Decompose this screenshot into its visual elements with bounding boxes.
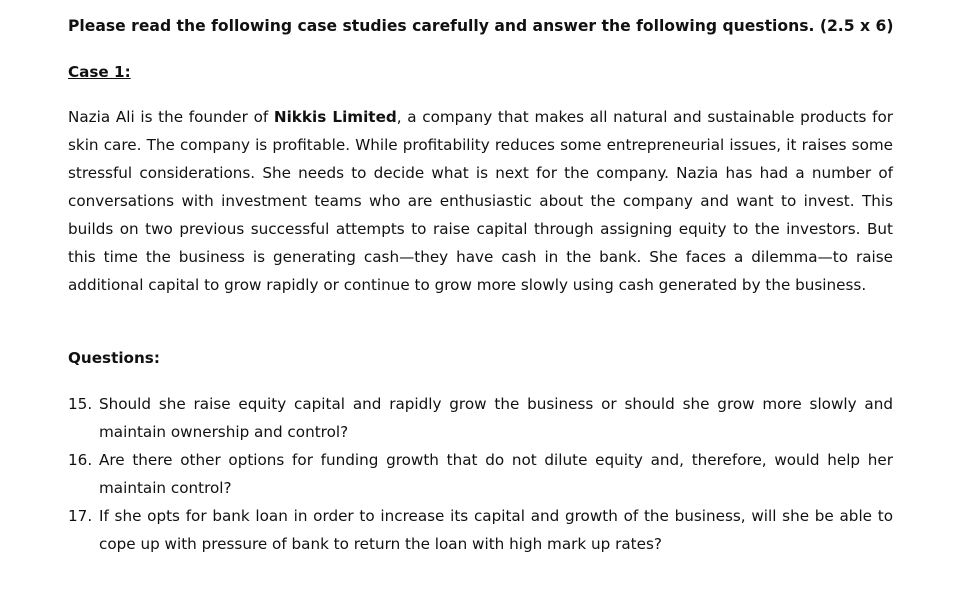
questions-list [68, 390, 893, 558]
question-item [68, 390, 893, 446]
question-text: Are there other options for funding growth that do not dilute equity and, therefore, would help her maintain control? [99, 451, 893, 497]
instructions-heading: Please read the following case studies carefully and answer the following questions. (2.5 x 6) [68, 17, 894, 35]
question-number: 15. [68, 395, 93, 413]
case-text-before: Nazia Ali is the founder of [68, 108, 274, 126]
case-paragraph [68, 103, 893, 299]
question-text: If she opts for bank loan in order to increase its capital and growth of the business, will she be able to cope up with pressure of bank to return the loan with high mark up rates? [99, 507, 893, 553]
question-text: Should she raise equity capital and rapidly grow the business or should she grow more slowly and maintain ownership and control? [99, 395, 893, 441]
case-text-after: , a company that makes all natural and sustainable products for skin care. The company is profitable. While profitability reduces some entrepreneurial issues, it raises some stressful considerations. She needs to decide what is next for the company. Nazia has had a number of conversations with investment teams who are enthusiastic about the company and want to invest. This builds on two previous successful attempts to raise capital through assigning equity to the investors. But this time the business is generating cash—they have cash in the bank. She faces a dilemma—to raise additional capital to grow rapidly or continue to grow more slowly using cash generated by the business. [68, 108, 894, 294]
case-title: Case 1: [68, 63, 131, 81]
question-item [68, 446, 893, 502]
company-name: Nikkis Limited [273, 108, 397, 126]
question-number: 17. [68, 507, 93, 525]
question-number: 16. [68, 451, 93, 469]
question-item [68, 502, 893, 558]
questions-title: Questions: [68, 349, 160, 367]
